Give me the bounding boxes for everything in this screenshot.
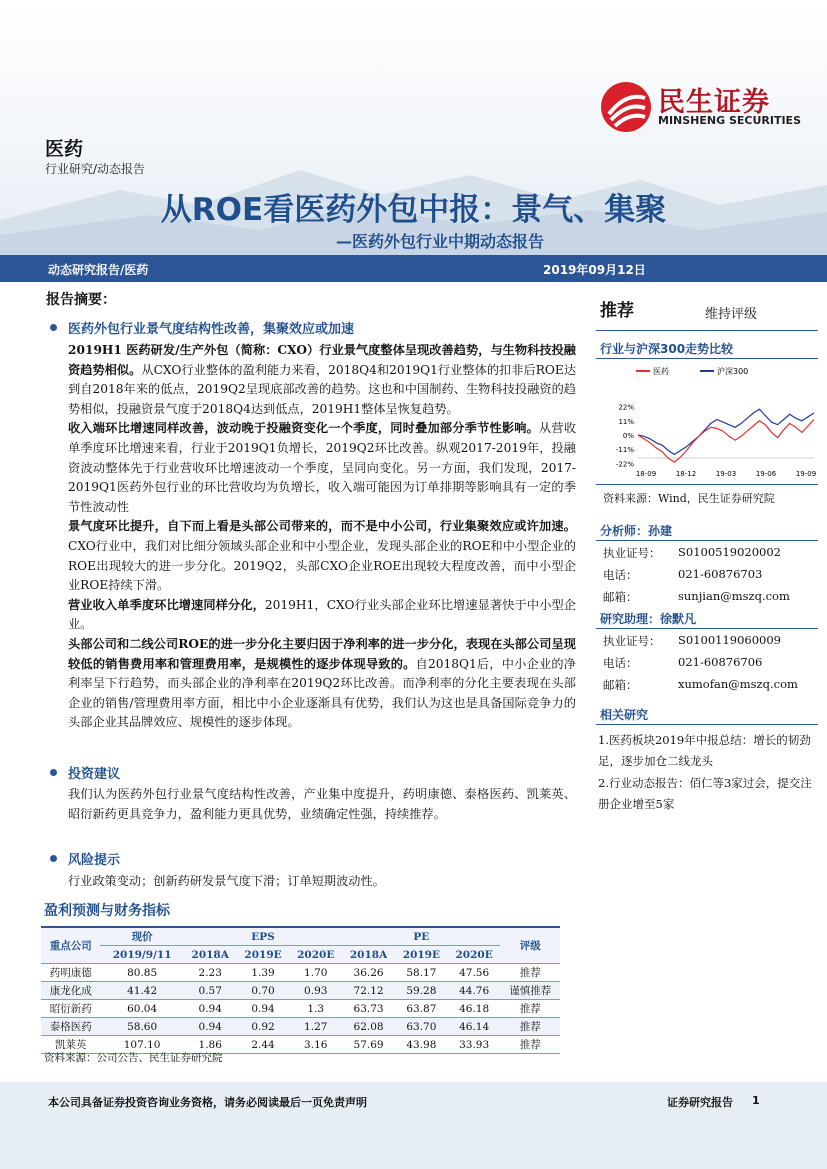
cell-price: 58.60 [100, 1018, 183, 1036]
y-tick-label: -11% [615, 446, 634, 455]
paragraph: 营业收入单季度环比增速同样分化，2019H1，CXO行业头部企业环比增速显著快于中小型企业。 [68, 597, 576, 632]
table-row [41, 964, 560, 982]
col-year: 2019E [237, 946, 290, 964]
cell-pe: 43.98 [395, 1036, 448, 1054]
assistant-email-label: 邮箱： [603, 678, 638, 692]
divider [596, 330, 818, 331]
cell-pe: 46.14 [448, 1018, 501, 1036]
cell-price: 41.42 [100, 982, 183, 1000]
cell-company: 康龙化成 [41, 982, 100, 1000]
paragraph: 2019H1 医药研发/生产外包（简称：CXO）行业景气度整体呈现改善趋势，与生物科技投融资趋势相似。从CXO行业整体的盈利能力来看，2018Q4和2019Q1行业整体的扣非后ROE达到自2018年来的低点，2019Q2呈现底部改善的趋势。这也和中国制药、生物科技投融资的趋势相似，投融资景气度于2018Q4达到低点，2019H1整体呈恢复趋势。 [68, 343, 577, 416]
cell-eps: 0.93 [289, 982, 342, 1000]
risk-body [68, 872, 576, 892]
page-number: 1 [752, 1094, 760, 1107]
cell-pe: 72.12 [342, 982, 395, 1000]
section-title-risk: 风险提示 [68, 853, 121, 868]
paragraph: 景气度环比提升，自下而上看是头部公司带来的，而不是中小公司，行业集聚效应或许加速。CXO行业中，我们对比细分领域头部企业和中小型企业，发现头部企业的ROE和中小型企业的ROE出现较大的进一步分化。2019Q2，头部CXO企业ROE出现较大程度改善，而中小型企业ROE持续下滑。 [68, 519, 576, 593]
y-tick-label: 0% [622, 432, 634, 440]
cell-price: 107.10 [100, 1036, 183, 1054]
assistant-phone: 021-60876706 [678, 655, 763, 669]
cell-pe: 58.17 [395, 964, 448, 982]
cell-pe: 47.56 [448, 964, 501, 982]
logo-text-en: MINSHENG SECURITIES [658, 114, 801, 127]
related-item[interactable]: 1.医药板块2019年中报总结：增长的韧劲足，逐步加仓二线龙头 [598, 733, 811, 768]
series-line-hs300 [638, 409, 814, 454]
col-eps: EPS [184, 927, 342, 946]
cell-company: 药明康德 [41, 964, 100, 982]
y-tick-label: -22% [615, 460, 634, 469]
cell-rating: 推荐 [500, 1018, 560, 1036]
cell-eps: 0.92 [237, 1018, 290, 1036]
cell-pe: 62.08 [342, 1018, 395, 1036]
y-tick-labels [616, 404, 634, 469]
sector-subtitle: 行业研究/动态报告 [45, 162, 146, 176]
col-year: 2018A [184, 946, 237, 964]
col-year: 2018A [342, 946, 395, 964]
table-row [41, 1018, 560, 1036]
cell-eps: 1.27 [289, 1018, 342, 1036]
section-title-industry: 医药外包行业景气度结构性改善，集聚效应或加速 [68, 322, 355, 337]
cell-eps: 1.39 [237, 964, 290, 982]
cell-pe: 63.87 [395, 1000, 448, 1018]
bullet-icon [50, 769, 57, 776]
cell-pe: 63.70 [395, 1018, 448, 1036]
cell-eps: 1.70 [289, 964, 342, 982]
report-type: 动态研究报告/医药 [48, 263, 149, 277]
cell-eps: 0.57 [184, 982, 237, 1000]
col-price: 现价 [100, 927, 183, 946]
report-title: 从ROE看医药外包中报：景气、集聚 [160, 192, 667, 228]
assistant-license-label: 执业证号： [603, 634, 661, 648]
cell-eps: 0.94 [237, 1000, 290, 1018]
x-tick-label: 19-09 [795, 470, 817, 478]
assistant-phone-label: 电话： [603, 656, 638, 670]
cell-rating: 推荐 [500, 1000, 560, 1018]
table-row [41, 982, 560, 1000]
financial-table [41, 926, 560, 1054]
report-date: 2019年09月12日 [543, 263, 646, 277]
recommendation: 推荐 [600, 301, 634, 321]
bullet-icon [50, 855, 57, 862]
x-tick-labels [636, 470, 816, 478]
cell-eps: 3.16 [289, 1036, 342, 1054]
table-title: 盈利预测与财务指标 [44, 903, 170, 919]
cell-eps: 2.23 [184, 964, 237, 982]
cell-eps: 0.94 [184, 1000, 237, 1018]
col-pe: PE [342, 927, 500, 946]
col-price-date: 2019/9/11 [100, 946, 183, 964]
table-row [41, 1000, 560, 1018]
col-year: 2019E [395, 946, 448, 964]
x-tick-label: 19-03 [715, 470, 737, 478]
analyst-phone: 021-60876703 [678, 567, 763, 581]
series-line-pharma [638, 420, 814, 463]
divider [596, 540, 818, 541]
cell-rating: 推荐 [500, 964, 560, 982]
assistant-license: S0100119060009 [678, 633, 781, 647]
analyst-license: S0100519020002 [678, 545, 781, 559]
col-year: 2020E [289, 946, 342, 964]
analyst-email[interactable]: sunjian@mszq.com [678, 589, 790, 603]
legend-label-pharma: 医药 [653, 367, 669, 376]
investment-body [68, 785, 576, 824]
cell-eps: 1.3 [289, 1000, 342, 1018]
industry-body [68, 341, 576, 733]
cell-company: 凯莱英 [41, 1036, 100, 1054]
col-year: 2020E [448, 946, 501, 964]
paragraph: 行业政策变动；创新药研发景气度下滑；订单短期波动性。 [68, 874, 385, 888]
trend-chart [600, 362, 822, 480]
footer-disclaimer: 本公司具备证券投资咨询业务资格，请务必阅读最后一页免责声明 [48, 1096, 367, 1109]
report-subtitle: —医药外包行业中期动态报告 [335, 232, 544, 251]
sector-title: 医药 [45, 138, 84, 160]
cell-pe: 44.76 [448, 982, 501, 1000]
cell-price: 60.04 [100, 1000, 183, 1018]
analyst-email-label: 邮箱： [603, 590, 638, 604]
x-tick-label: 18-12 [675, 470, 697, 478]
table-body [41, 964, 560, 1054]
divider [596, 358, 818, 359]
cell-pe: 36.26 [342, 964, 395, 982]
cell-eps: 1.86 [184, 1036, 237, 1054]
divider [596, 628, 818, 629]
cell-pe: 46.18 [448, 1000, 501, 1018]
cell-pe: 63.73 [342, 1000, 395, 1018]
cell-rating: 推荐 [500, 1036, 560, 1054]
legend-label-hs300: 沪深300 [717, 367, 749, 376]
paragraph: 收入端环比增速同样改善，波动晚于投融资变化一个季度，同时叠加部分季节性影响。从营收单季度环比增速来看，行业于2019Q1负增长，2019Q2环比改善。纵观2017-2019年，投融资波动整体先于行业营收环比增速波动一个季度，呈同向变化。另一方面，我们发现，2017-2019Q1医药外包行业的环比营收均为负增长，收入端可能因为订单排期等影响具有一定的季节性波动性 [68, 421, 577, 514]
cell-eps: 2.44 [237, 1036, 290, 1054]
y-tick-label: 22% [618, 403, 634, 412]
cell-rating: 谨慎推荐 [500, 982, 560, 1000]
related-heading: 相关研究 [600, 708, 649, 722]
cell-price: 80.85 [100, 964, 183, 982]
x-tick-label: 19-06 [755, 470, 777, 478]
table-source: 资料来源：公司公告、民生证券研究院 [44, 1052, 223, 1064]
cell-pe: 33.93 [448, 1036, 501, 1054]
assistant-email[interactable]: xumofan@mszq.com [678, 677, 798, 691]
cell-pe: 59.28 [395, 982, 448, 1000]
assistant-heading: 研究助理：徐默凡 [600, 612, 697, 626]
x-tick-label: 18-09 [635, 470, 657, 478]
cell-company: 泰格医药 [41, 1018, 100, 1036]
divider [596, 724, 818, 725]
cell-eps: 0.70 [237, 982, 290, 1000]
chart-source: 资料来源：Wind，民生证券研究院 [603, 492, 775, 505]
cell-eps: 0.94 [184, 1018, 237, 1036]
bullet-icon [50, 324, 57, 331]
analyst-license-label: 执业证号： [603, 546, 661, 560]
footer-report-type: 证券研究报告 [667, 1096, 733, 1109]
analyst-heading: 分析师：孙建 [600, 524, 673, 538]
logo-mark [601, 82, 651, 132]
paragraph: 我们认为医药外包行业景气度结构性改善，产业集中度提升，药明康德、泰格医药、凯莱英、昭衍新药更具竞争力，盈利能力更具优势，业绩确定性强，持续推荐。 [68, 787, 576, 821]
section-title-investment: 投资建议 [68, 767, 121, 782]
cell-pe: 57.69 [342, 1036, 395, 1054]
summary-label: 报告摘要： [46, 292, 116, 308]
cell-company: 昭衍新药 [41, 1000, 100, 1018]
rating: 维持评级 [705, 307, 758, 322]
col-company: 重点公司 [41, 927, 100, 964]
col-rating: 评级 [500, 927, 560, 964]
logo-text-cn: 民生证券 [658, 87, 770, 118]
logo-icon [601, 82, 651, 132]
divider [596, 484, 818, 485]
related-item[interactable]: 2.行业动态报告：佰仁等3家过会，提交注册企业增至5家 [598, 776, 812, 811]
paragraph: 头部公司和二线公司ROE的进一步分化主要归因于净利率的进一步分化，表现在头部公司呈现较低的销售费用率和管理费用率，是规模性的逐步体现导致的。自2018Q1后，中小企业的净利率呈下行趋势，而头部企业的净利率在2019Q2环比改善。而净利率的分化主要表现在头部企业的销售/管理费用率方面，相比中小企业逐渐具有优势，我们认为这也是具备国际竞争力的头部企业其品牌效应、规模性的逐步体现。 [68, 636, 576, 730]
y-tick-label: 11% [618, 417, 634, 426]
chart-title: 行业与沪深300走势比较 [600, 342, 734, 356]
analyst-phone-label: 电话： [603, 568, 638, 582]
